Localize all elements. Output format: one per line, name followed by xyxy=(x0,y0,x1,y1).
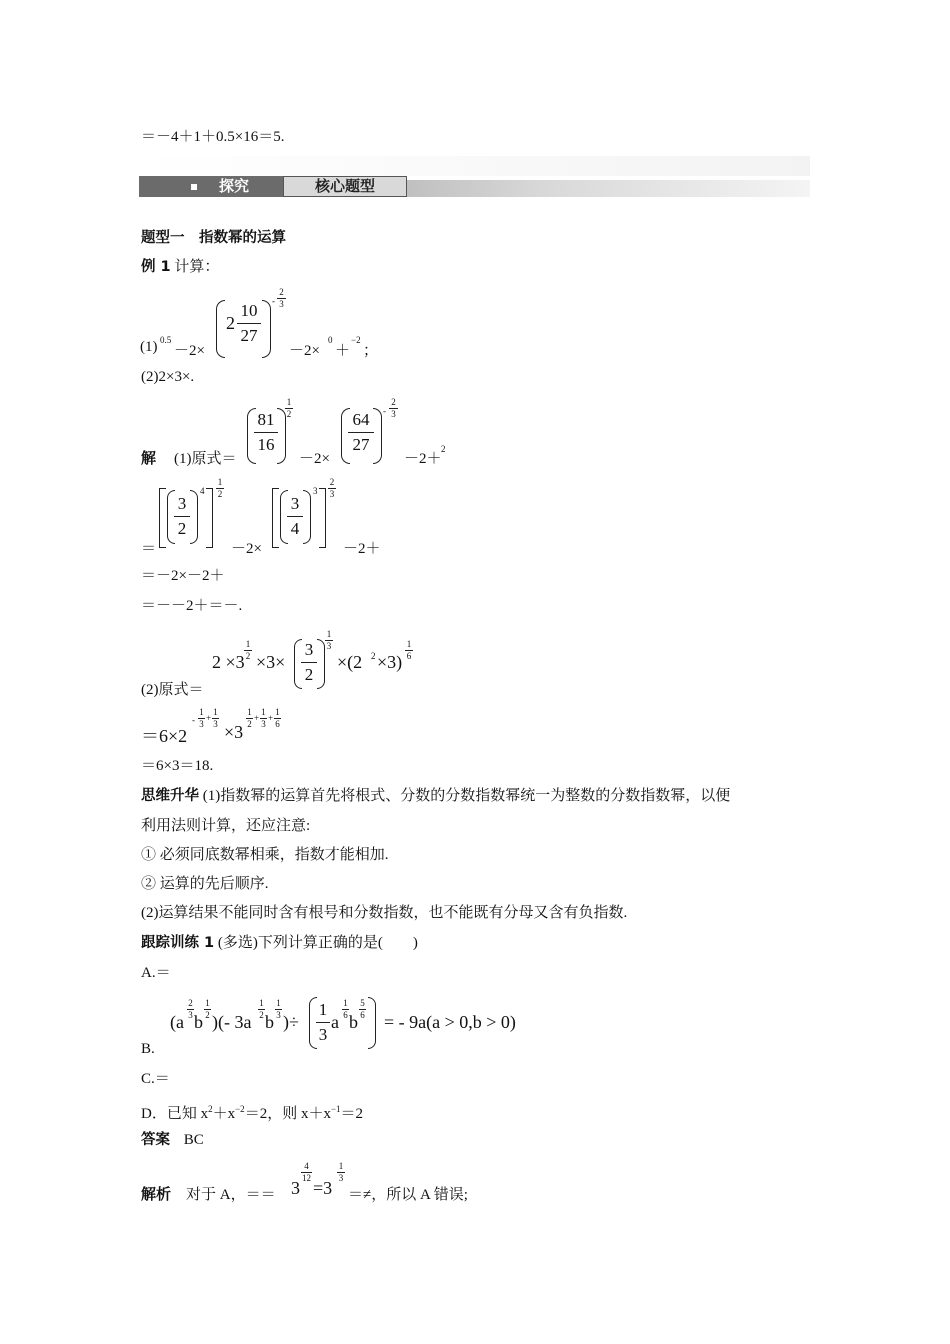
fraction-64-27: 64 27 xyxy=(348,410,374,455)
exponent-1-2: 1 2 xyxy=(245,639,251,661)
right-paren xyxy=(190,490,198,544)
banner-explore: 探究 xyxy=(139,176,283,197)
exp-1-2b: 1 2 xyxy=(259,998,264,1020)
answer-line xyxy=(141,1131,204,1149)
example-label: 例 1 xyxy=(141,259,171,275)
exponent-1-2: 1 2 xyxy=(286,397,292,419)
exponent-2-3: 2 3 xyxy=(389,398,398,419)
exponent-e: 1 6 xyxy=(275,707,280,729)
right-bracket xyxy=(206,488,213,548)
fraction-3-2: 3 2 xyxy=(301,640,317,685)
exp-1-3: 1 3 xyxy=(276,998,281,1020)
banner-shade xyxy=(139,156,810,176)
exponent-b: 1 3 xyxy=(213,707,218,729)
example-heading xyxy=(141,258,219,276)
solution-line-3: ＝－2×－2＋ xyxy=(141,568,225,584)
solution-2-line-3: ＝6×3＝18. xyxy=(141,758,214,774)
left-paren xyxy=(216,300,225,358)
reflection-line-2: 利用法则计算，还应注意: xyxy=(141,818,311,834)
solution-line-4: ＝－－2＋＝－. xyxy=(141,598,243,614)
right-paren xyxy=(317,639,325,689)
reflection-item-1: ① 必须同底数幂相乘，指数才能相加. xyxy=(141,847,389,863)
option-b: B. xyxy=(141,1041,155,1057)
exp-4-12: 4 12 xyxy=(302,1161,311,1183)
exponent-1-3: 1 3 xyxy=(326,629,332,651)
left-bracket xyxy=(159,488,166,548)
section-banner xyxy=(139,176,810,198)
example-text: 计算： xyxy=(174,259,220,275)
right-paren xyxy=(368,997,376,1049)
result-line: ＝－4＋1＋0.5×16＝5. xyxy=(141,129,285,145)
training-label: 跟踪训练 1 xyxy=(141,935,215,951)
reflection-line-1: 思维升华 (1)指数幂的运算首先将根式、分数的分数指数幂统一为整数的分数指数幂，以便 xyxy=(141,788,731,804)
fraction-3-2: 3 2 xyxy=(174,494,190,539)
option-a: A.＝ xyxy=(141,965,171,981)
exponent-c: 1 2 xyxy=(247,707,252,729)
fraction-10-27: 10 27 xyxy=(237,301,261,346)
exp-2-3: 2 3 xyxy=(188,998,193,1020)
right-paren xyxy=(303,490,311,544)
option-d: D．已知 $x^2+x^{-2}=2$，则 $x+x^{-1}=2$ xyxy=(141,1104,364,1122)
exp-1-2: 1 2 xyxy=(205,998,210,1020)
right-paren xyxy=(373,408,382,464)
fraction-3-4: 3 4 xyxy=(287,494,303,539)
exponent-2-3: 2 3 xyxy=(277,288,286,309)
exponent-d: 1 3 xyxy=(261,707,266,729)
exp-1-6: 1 6 xyxy=(343,998,348,1020)
fraction-81-16: 81 16 xyxy=(254,410,278,455)
exponent-2-3: 2 3 xyxy=(329,477,335,499)
left-bracket xyxy=(272,488,279,548)
right-paren xyxy=(262,300,271,358)
exponent-1-2: 1 2 xyxy=(217,477,223,499)
reflection-item-2: ② 运算的先后顺序. xyxy=(141,876,269,892)
problem-2: (2)2×3×. xyxy=(141,369,195,385)
fraction-1-3: 1 3 xyxy=(316,1000,330,1045)
banner-core-types: 核心题型 xyxy=(283,176,407,197)
exp-1-3: 1 3 xyxy=(338,1161,344,1183)
section-title: 题型一 指数幂的运算 xyxy=(141,230,286,246)
square-bullet-icon xyxy=(191,184,197,190)
reflection-item-3: (2)运算结果不能同时含有根号和分数指数，也不能既有分母又含有负指数. xyxy=(141,905,628,921)
exponent-a: 1 3 xyxy=(199,707,204,729)
option-c: C.＝ xyxy=(141,1071,170,1087)
training-heading: 跟踪训练 1 (多选)下列计算正确的是( ) xyxy=(141,935,418,951)
answer-label: 答案 xyxy=(141,1132,170,1148)
exponent-1-6: 1 6 xyxy=(406,639,412,661)
reflection-label: 思维升华 xyxy=(141,788,199,804)
exp-5-6: 5 6 xyxy=(360,998,365,1020)
answer-value: BC xyxy=(183,1132,204,1148)
right-bracket xyxy=(319,488,326,548)
